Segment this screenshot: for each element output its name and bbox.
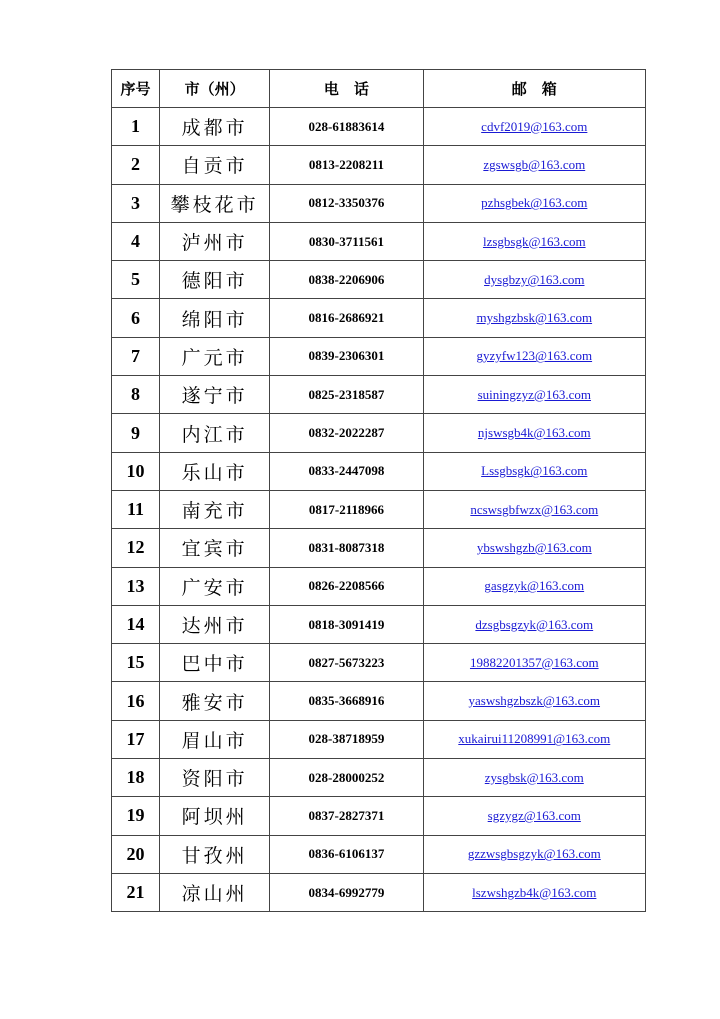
table-row	[112, 222, 646, 260]
table-row	[112, 567, 646, 605]
city-name: 宜宾市	[160, 529, 270, 567]
city-name: 南充市	[160, 490, 270, 528]
phone-number: 0836-6106137	[270, 835, 423, 873]
email-cell	[423, 605, 645, 643]
table-row	[112, 184, 646, 222]
phone-number: 0831-8087318	[270, 529, 423, 567]
city-name: 乐山市	[160, 452, 270, 490]
city-name: 广安市	[160, 567, 270, 605]
contacts-table	[111, 69, 646, 912]
email-cell	[423, 490, 645, 528]
row-number: 17	[112, 720, 160, 758]
header-phone: 电 话	[270, 70, 423, 108]
row-number: 9	[112, 414, 160, 452]
table-row	[112, 376, 646, 414]
row-number: 6	[112, 299, 160, 337]
email-cell	[423, 567, 645, 605]
phone-number: 0835-3668916	[270, 682, 423, 720]
phone-number: 0825-2318587	[270, 376, 423, 414]
row-number: 10	[112, 452, 160, 490]
phone-number: 0816-2686921	[270, 299, 423, 337]
email-link[interactable]: myshgzbsk@163.com	[476, 310, 593, 326]
table-body	[112, 108, 646, 912]
phone-number: 0839-2306301	[270, 337, 423, 375]
row-number: 13	[112, 567, 160, 605]
email-cell	[423, 146, 645, 184]
city-name: 资阳市	[160, 759, 270, 797]
row-number: 8	[112, 376, 160, 414]
header-row	[112, 70, 646, 108]
email-link[interactable]: gzzwsgbsgzyk@163.com	[467, 846, 601, 862]
table-row	[112, 759, 646, 797]
phone-number: 0834-6992779	[270, 873, 423, 911]
email-cell	[423, 873, 645, 911]
email-link[interactable]: lszwshgzb4k@163.com	[472, 884, 597, 900]
email-cell	[423, 452, 645, 490]
table-row	[112, 299, 646, 337]
email-cell	[423, 108, 645, 146]
email-link[interactable]: dzsgbsgzyk@163.com	[475, 616, 594, 632]
email-link[interactable]: zgswsgb@163.com	[483, 156, 586, 172]
table-row	[112, 797, 646, 835]
table-row	[112, 108, 646, 146]
email-cell	[423, 299, 645, 337]
phone-number: 0813-2208211	[270, 146, 423, 184]
email-cell	[423, 261, 645, 299]
table-row	[112, 873, 646, 911]
city-name: 雅安市	[160, 682, 270, 720]
city-name: 德阳市	[160, 261, 270, 299]
header-city: 市（州）	[160, 70, 270, 108]
email-link[interactable]: pzhsgbek@163.com	[481, 195, 588, 211]
email-cell	[423, 529, 645, 567]
email-link[interactable]: suiningzyz@163.com	[477, 386, 591, 402]
phone-number: 0827-5673223	[270, 644, 423, 682]
email-cell	[423, 184, 645, 222]
table-row	[112, 490, 646, 528]
table-row	[112, 605, 646, 643]
row-number: 7	[112, 337, 160, 375]
row-number: 19	[112, 797, 160, 835]
table-row	[112, 529, 646, 567]
row-number: 11	[112, 490, 160, 528]
phone-number: 0826-2208566	[270, 567, 423, 605]
phone-number: 028-61883614	[270, 108, 423, 146]
email-link[interactable]: zysgbsk@163.com	[484, 769, 584, 785]
email-link[interactable]: njswsgb4k@163.com	[477, 425, 591, 441]
table-row	[112, 414, 646, 452]
city-name: 达州市	[160, 605, 270, 643]
city-name: 甘孜州	[160, 835, 270, 873]
row-number: 16	[112, 682, 160, 720]
city-name: 绵阳市	[160, 299, 270, 337]
row-number: 12	[112, 529, 160, 567]
email-cell	[423, 414, 645, 452]
phone-number: 0830-3711561	[270, 222, 423, 260]
row-number: 20	[112, 835, 160, 873]
city-name: 内江市	[160, 414, 270, 452]
header-email: 邮 箱	[423, 70, 645, 108]
email-link[interactable]: sgzygz@163.com	[487, 807, 581, 823]
email-link[interactable]: ncswsgbfwzx@163.com	[470, 501, 599, 517]
email-cell	[423, 644, 645, 682]
city-name: 阿坝州	[160, 797, 270, 835]
city-name: 巴中市	[160, 644, 270, 682]
email-link[interactable]: xukairui11208991@163.com	[458, 731, 611, 747]
email-link[interactable]: gasgzyk@163.com	[484, 578, 585, 594]
email-cell	[423, 682, 645, 720]
email-link[interactable]: dysgbzy@163.com	[484, 271, 585, 287]
table-header	[112, 70, 646, 108]
table-row	[112, 261, 646, 299]
email-link[interactable]: gyzyfw123@163.com	[476, 348, 593, 364]
phone-number: 0838-2206906	[270, 261, 423, 299]
phone-number: 0837-2827371	[270, 797, 423, 835]
table-row	[112, 146, 646, 184]
row-number: 5	[112, 261, 160, 299]
phone-number: 0817-2118966	[270, 490, 423, 528]
email-cell	[423, 337, 645, 375]
row-number: 18	[112, 759, 160, 797]
phone-number: 0832-2022287	[270, 414, 423, 452]
table-row	[112, 452, 646, 490]
city-name: 广元市	[160, 337, 270, 375]
row-number: 2	[112, 146, 160, 184]
row-number: 4	[112, 222, 160, 260]
row-number: 14	[112, 605, 160, 643]
city-name: 泸州市	[160, 222, 270, 260]
header-number: 序号	[112, 70, 160, 108]
email-link[interactable]: Lssgbsgk@163.com	[481, 463, 588, 479]
row-number: 1	[112, 108, 160, 146]
city-name: 遂宁市	[160, 376, 270, 414]
table-row	[112, 337, 646, 375]
email-link[interactable]: yaswshgzbszk@163.com	[468, 693, 601, 709]
phone-number: 028-28000252	[270, 759, 423, 797]
email-link[interactable]: lzsgbsgk@163.com	[482, 233, 586, 249]
email-link[interactable]: 19882201357@163.com	[469, 654, 599, 670]
email-cell	[423, 759, 645, 797]
email-cell	[423, 222, 645, 260]
table-row	[112, 720, 646, 758]
email-link[interactable]: cdvf2019@163.com	[481, 118, 588, 134]
table-row	[112, 644, 646, 682]
phone-number: 0818-3091419	[270, 605, 423, 643]
row-number: 15	[112, 644, 160, 682]
phone-number: 0812-3350376	[270, 184, 423, 222]
email-cell	[423, 720, 645, 758]
email-cell	[423, 797, 645, 835]
phone-number: 0833-2447098	[270, 452, 423, 490]
city-name: 成都市	[160, 108, 270, 146]
email-cell	[423, 376, 645, 414]
city-name: 凉山州	[160, 873, 270, 911]
city-name: 攀枝花市	[160, 184, 270, 222]
email-link[interactable]: ybswshgzb@163.com	[476, 539, 592, 555]
table-row	[112, 682, 646, 720]
row-number: 21	[112, 873, 160, 911]
city-name: 眉山市	[160, 720, 270, 758]
row-number: 3	[112, 184, 160, 222]
phone-number: 028-38718959	[270, 720, 423, 758]
city-name: 自贡市	[160, 146, 270, 184]
email-cell	[423, 835, 645, 873]
table-row	[112, 835, 646, 873]
